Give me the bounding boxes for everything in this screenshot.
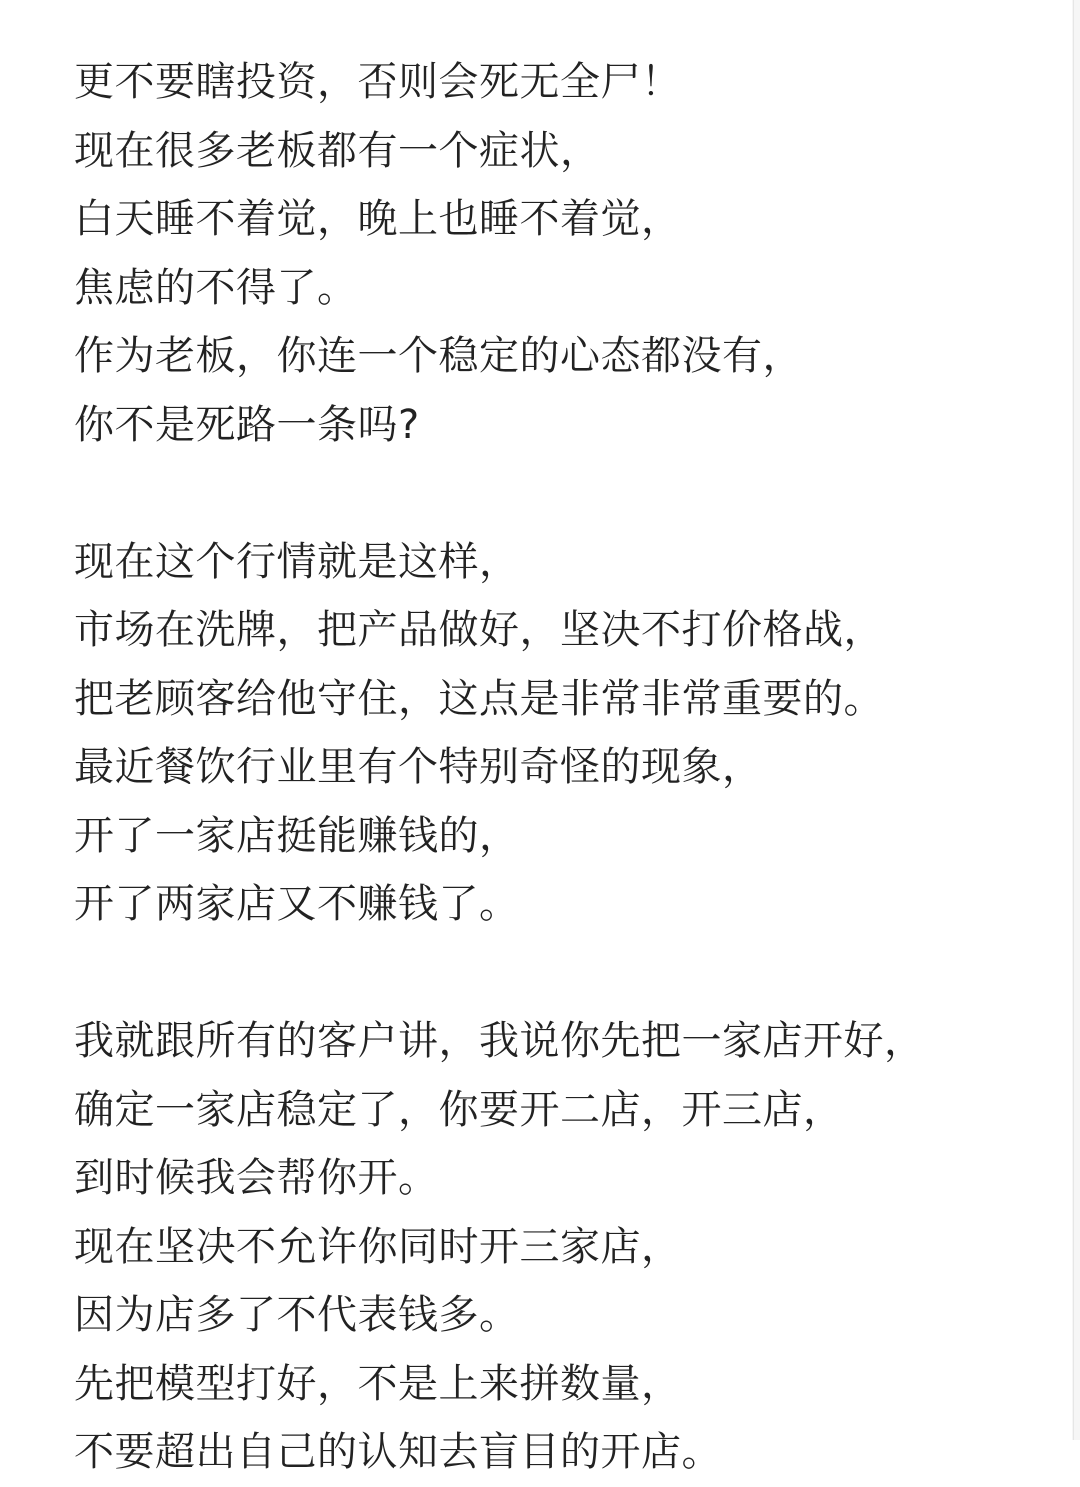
text-line: 更不要瞎投资，否则会死无全尸！ bbox=[74, 59, 682, 105]
text-line: 因为店多了不代表钱多。 bbox=[74, 1292, 520, 1338]
paragraph-gap bbox=[74, 939, 1034, 1008]
text-line: 最近餐饮行业里有个特别奇怪的现象， bbox=[74, 744, 763, 790]
text-line: 你不是死路一条吗? bbox=[74, 401, 420, 448]
text-line: 确定一家店稳定了，你要开二店，开三店， bbox=[74, 1086, 844, 1133]
paragraph bbox=[74, 1007, 1034, 1487]
text-line: 开了一家店挺能赚钱的， bbox=[74, 812, 520, 859]
text-line: 焦虑的不得了。 bbox=[74, 264, 358, 311]
text-line: 先把模型打好，不是上来拼数量， bbox=[74, 1360, 682, 1407]
text-line: 作为老板，你连一个稳定的心态都没有， bbox=[74, 333, 803, 379]
text-line: 我就跟所有的客户讲，我说你先把一家店开好， bbox=[74, 1018, 925, 1064]
text-line: 开了两家店又不赚钱了。 bbox=[74, 881, 520, 927]
text-line: 不要超出自己的认知去盲目的开店。 bbox=[74, 1429, 722, 1475]
text-line: 把老顾客给他守住，这点是非常非常重要的。 bbox=[74, 675, 884, 722]
paragraph bbox=[74, 528, 1034, 939]
text-line: 白天睡不着觉，晚上也睡不着觉， bbox=[74, 196, 682, 242]
text-line: 市场在洗牌，把产品做好，坚决不打价格战， bbox=[74, 607, 884, 653]
paragraph-gap bbox=[74, 459, 1034, 528]
article-body bbox=[74, 48, 1034, 1487]
text-line: 现在很多老板都有一个症状， bbox=[74, 127, 601, 174]
text-line: 到时候我会帮你开。 bbox=[74, 1155, 439, 1201]
text-line: 现在坚决不允许你同时开三家店， bbox=[74, 1223, 682, 1270]
text-line: 现在这个行情就是这样， bbox=[74, 538, 520, 585]
scrollbar-edge bbox=[1073, 0, 1074, 1440]
paragraph bbox=[74, 48, 1034, 459]
